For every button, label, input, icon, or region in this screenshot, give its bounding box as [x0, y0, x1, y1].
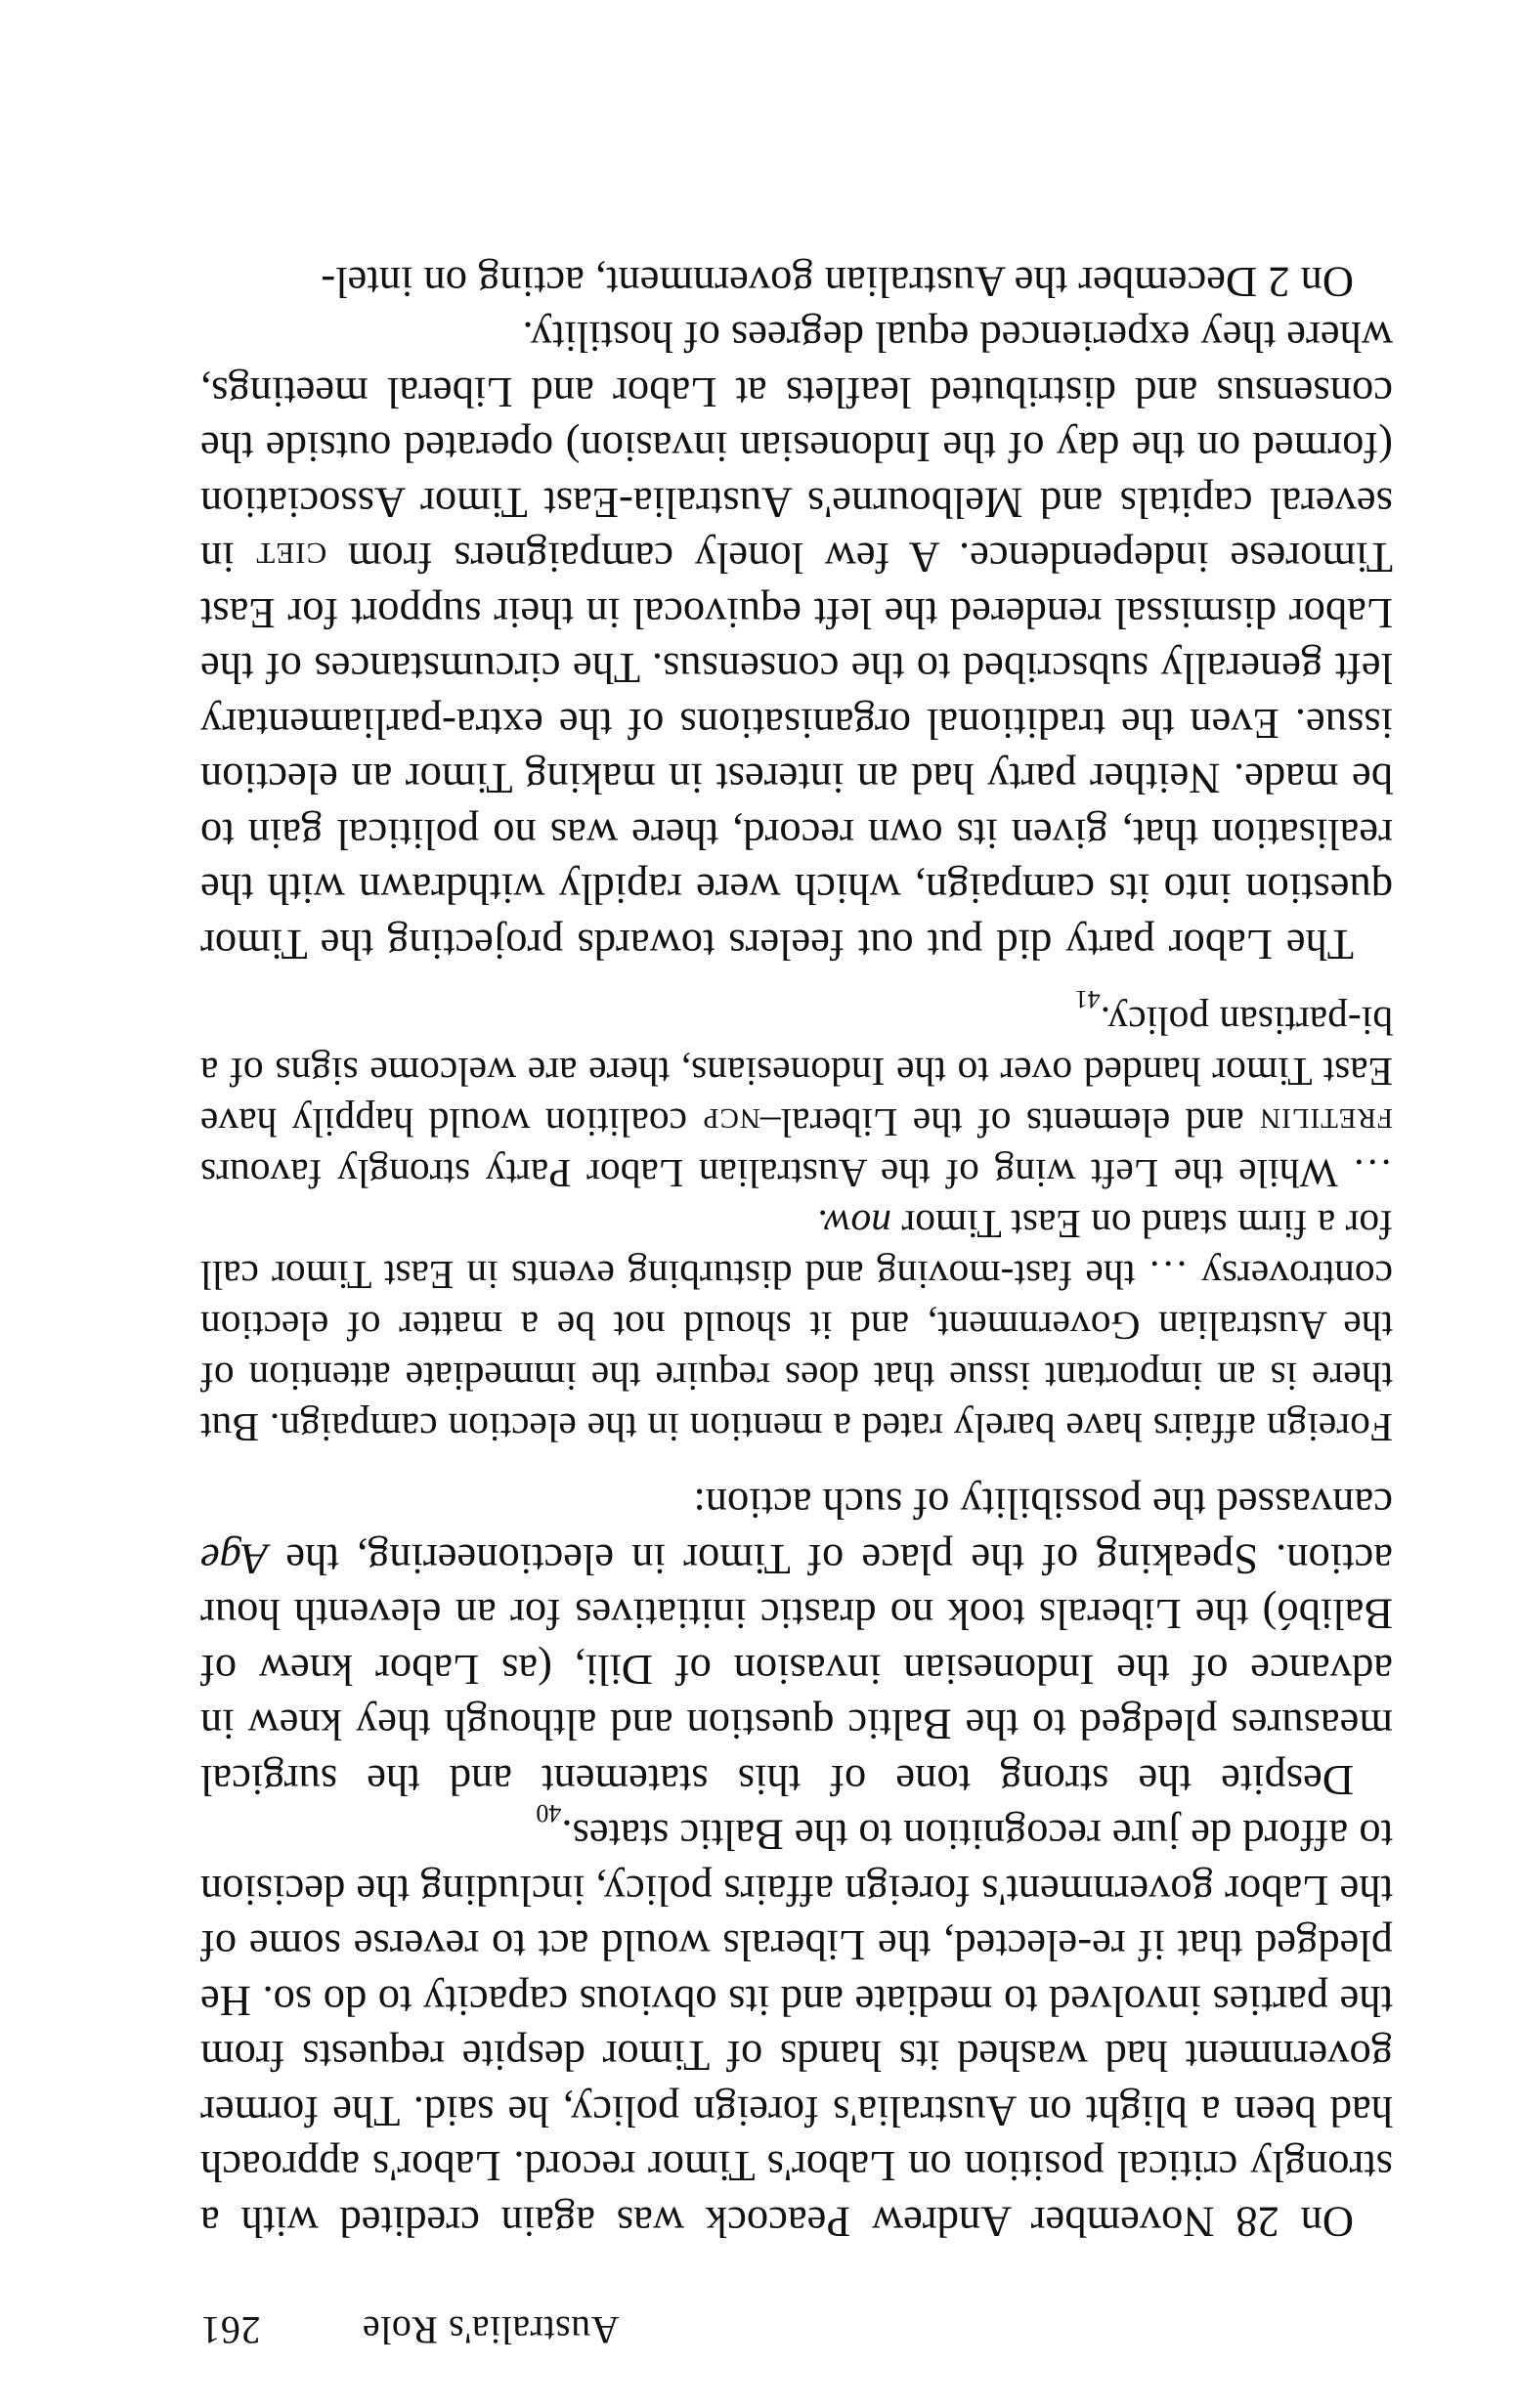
paragraph-labor-party: [200, 310, 1393, 972]
quote-paragraph-2: [200, 985, 1393, 1199]
quote-emphasis: now.: [816, 1202, 892, 1247]
acronym-ncp: ncp: [702, 1100, 760, 1145]
paragraph-text: On 2 December the Australian government, acting on intel-: [321, 258, 1354, 307]
page-number: 261: [200, 2308, 261, 2352]
paragraph-text: The Labor party did put out feelers towards projecting the Timor question into its campaign, which were rapidly withdrawn with the realisation that, given its own record, there was no political gain to be made. Neither party had an interest in making Timor an election issue. Even the traditional organisations of the extra-parliamentary left generally subscribed to the consensus. The circumstances of the Labor dismissal rendered the left equivocal in their support for East Timorese independence. A few lonely campaigners from: [200, 534, 1393, 969]
paragraph-text: canvassed the possibility of such action:: [693, 1480, 1393, 1529]
quote-paragraph-1: [200, 1199, 1393, 1453]
paragraph-december: [200, 255, 1393, 311]
quote-text: … While the Left wing of the Australian Labor Party strongly favours: [200, 1151, 1393, 1196]
footnote-marker: 40: [536, 1798, 562, 1828]
paragraph-text: Despite the strong tone of this statement and the surgical measures pledged to the Baltic question and although they knew in advance of the Indonesian invasion of Dili, (as Labor knew of Balibó) the Liberals took no drastic initiatives for an eleventh hour action. Speaking of the place of Timor in electioneering, the: [200, 1535, 1393, 1805]
paragraph-peacock: [200, 1798, 1393, 2250]
footnote-marker: 41: [1074, 985, 1101, 1014]
paragraph-text: in several capitals and Melbourne's Australia-East Timor Association (formed on the day of the Indonesian invasion) operated outside the consensus and distributed leaflets at Labor and Liberal meetings, where they experienced equal degrees of hostility.: [200, 313, 1393, 583]
quote-text: Foreign affairs have barely rated a mention in the election campaign. But there is an important issue that does require the immediate attention of the Australian Government, and it should not be a matter of election controversy … the fast-moving and disturbing events in East Timor call for a firm stand on East Timor: [200, 1202, 1393, 1450]
paragraph-text: On 28 November Andrew Peacock was again credited with a strongly critical position on Labor's Timor record. Labor's approach had been a blight on Australia's foreign policy, he said. The former government had washed its hands of Timor despite requests from the parties involved to mediate and its obvious capacity to do so. He pledged that if re-elected, the Liberals would act to reverse some of the Labor government's foreign affairs policy, including the decision to afford de jure recognition to the Baltic states.: [200, 1811, 1393, 2247]
quote-text: coalition would happily have East Timor handed over to the Indonesians, there are welcome signs of a bi-partisan policy.: [200, 999, 1393, 1145]
running-head-title: Australia's Role: [362, 2308, 620, 2352]
newspaper-title: Age: [200, 1535, 269, 1584]
acronym-ciet: ciet: [255, 534, 327, 583]
paragraph-despite: [200, 1477, 1393, 1808]
acronym-fretilin: fretilin: [1259, 1100, 1393, 1145]
running-head: [200, 2304, 1393, 2353]
body-text: [200, 255, 1393, 2251]
quote-text: and elements of the Liberal–: [759, 1100, 1260, 1145]
block-quote: [200, 985, 1393, 1453]
